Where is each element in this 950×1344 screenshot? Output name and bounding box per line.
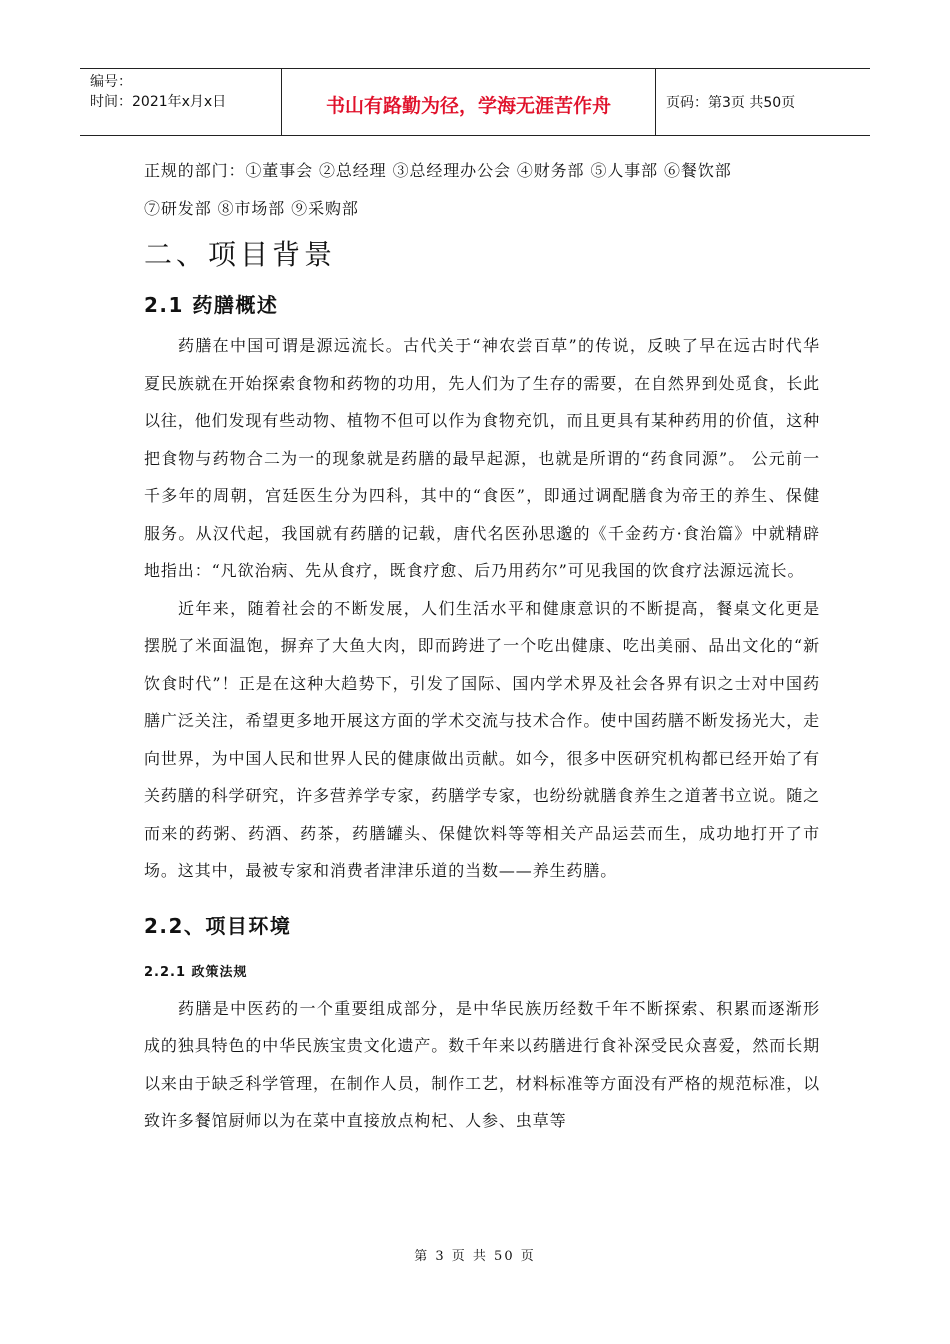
paragraph-overview-2: 近年来，随着社会的不断发展，人们生活水平和健康意识的不断提高，餐桌文化更是摆脱了米面温饱，摒弃了大鱼大肉，即而跨进了一个吃出健康、吃出美丽、品出文化的“新饮食时代”！正是在这种大趋势下，引发了国际、国内学术界及社会各界有识之士对中国药膳广泛关注，希望更多地开展这方面的学术交流与技术合作。使中国药膳不断发扬光大，走向世界，为中国人民和世界人民的健康做出贡献。如今，很多中医研究机构都已经开始了有关药膳的科学研究，许多营养学专家，药膳学专家，也纷纷就膳食养生之道著书立说。随之而来的药粥、药酒、药茶，药膳罐头、保健饮料等等相关产品运芸而生，成功地打开了市场。这其中，最被专家和消费者津津乐道的当数——养生药膳。 [144,598,821,880]
header-table [80,68,870,136]
page-footer: 第 3 页 共 50 页 [414,1249,536,1264]
document-number-label: 编号： [90,74,132,90]
paragraph-overview-1: 药膳在中国可谓是源远流长。古代关于“神农尝百草”的传说，反映了早在远古时代华夏民族就在开始探索食物和药物的功用，先人们为了生存的需要，在自然界到处觅食，长此以往，他们发现有些动物、植物不但可以作为食物充饥，而且更具有某种药用的价值，这种把食物与药物合二为一的现象就是药膳的最早起源，也就是所谓的“药食同源”。 公元前一千多年的周朝，宫廷医生分为四科，其中的“食医”，即通过调配膳食为帝王的养生、保健服务。从汉代起，我国就有药膳的记载，唐代名医孙思邈的《千金药方·食治篇》中就精辟地指出：“凡欲治病、先从食疗，既食疗愈、后乃用药尔”可见我国的饮食疗法源远流长。 [144,336,821,580]
document-body [144,152,820,1140]
subsection-title-2-1: 2.1 药膳概述 [144,293,279,317]
header-page-label: 页码：第3页 共50页 [666,95,796,111]
paragraph-policy: 药膳是中医药的一个重要组成部分，是中华民族历经数千年不断探索、积累而逐渐形成的独具特色的中华民族宝贵文化遗产。数千年来以药膳进行食补深受民众喜爱，然而长期以来由于缺乏科学管理，在制作人员，制作工艺，材料标准等方面没有严格的规范标准，以致许多餐馆厨师以为在菜中直接放点枸杞、人参、虫草等 [144,998,821,1130]
document-time-label: 时间：2021年x月x日 [90,94,227,110]
header-meta-cell [80,69,282,135]
departments-line-2: ⑦研发部 ⑧市场部 ⑨采购部 [144,198,359,218]
subsection-title-2-2: 2.2、项目环境 [144,913,292,938]
departments-line-1: 正规的部门：①董事会 ②总经理 ③总经理办公会 ④财务部 ⑤人事部 ⑥餐饮部 [144,161,732,180]
header-motto: 书山有路勤为径，学海无涯苦作舟 [282,69,656,135]
subsection-title-2-2-1: 2.2.1 政策法规 [144,964,248,980]
section-title: 二、项目背景 [144,238,337,271]
